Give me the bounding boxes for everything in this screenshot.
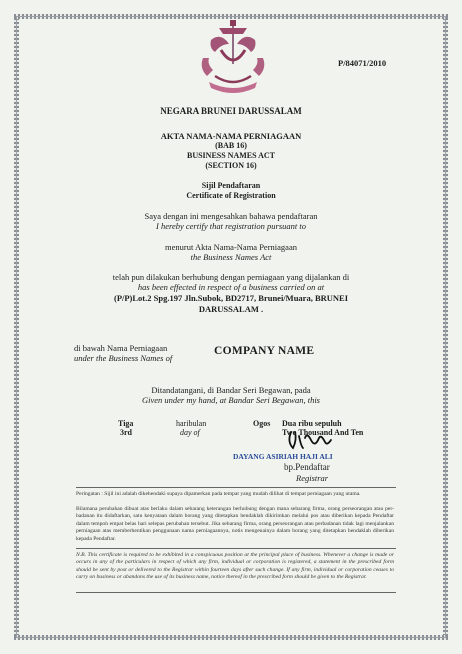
divider-top [76, 487, 396, 488]
act-title-english: BUSINESS NAMES ACT [186, 151, 276, 160]
signed-text-malay: Ditandatangani, di Bandar Seri Begawan, pada [151, 385, 311, 395]
country-name: NEGARA BRUNEI DARUSSALAM [160, 106, 302, 116]
brunei-crest-icon [193, 18, 273, 98]
certificate-title-english: Certificate of Registration [186, 191, 276, 200]
act-chapter: (BAB 16) [215, 141, 247, 150]
signed-text-english: Given under my hand, at Bandar Seri Begawan, this [141, 395, 320, 405]
pursuant-text-malay: menurut Akta Nama-Nama Perniagaan [165, 242, 297, 252]
registrar-label: Registrar [296, 473, 329, 483]
registrar-signature-icon [285, 428, 335, 454]
certificate-title-malay: Sijil Pendaftaran [201, 181, 261, 190]
company-name: COMPANY NAME [214, 345, 315, 357]
under-name-english: under the Business Names of [74, 353, 173, 363]
effected-text-malay: telah pun dilakukan berhubung dengan perniagaan yang dijalankan di [112, 272, 350, 282]
business-address-line2: DARUSSALAM . [198, 304, 264, 314]
divider-bottom [76, 592, 396, 593]
certify-text-malay: Saya dengan ini mengesahkan bahawa pendaftaran [144, 211, 318, 221]
act-title-malay: AKTA NAMA-NAMA PERNIAGAAN [160, 131, 302, 141]
under-name-malay: di bawah Nama Perniagaan [74, 343, 168, 353]
day-malay: Tiga [118, 419, 134, 428]
year-malay: Dua ribu sepuluh [282, 419, 342, 428]
pursuant-text-english: the Business Names Act [190, 252, 272, 262]
month-label: Ogos [253, 419, 271, 428]
haribulan-label: haribulan [176, 419, 207, 428]
effected-text-english: has been effected in respect of a business carried on at [137, 282, 325, 292]
act-section: (SECTION 16) [205, 161, 257, 170]
note-malay-reminder: Peringatan : Sijil ini adalah dikehendaki supaya dipamerkan pada tempat yang mudah dilihat di tempat perniagaan yang utama. [76, 491, 361, 497]
business-address-line1: (P/P)Lot.2 Spg.197 Jln.Subok, BD2717, Brunei/Muara, BRUNEI [113, 293, 349, 303]
day-of-label: day of [180, 428, 200, 437]
bp-pendaftar-label: bp.Pendaftar [284, 462, 330, 472]
year-english: Two Thousand And Ten [282, 428, 364, 437]
registrar-name: DAYANG ASIRIAH HAJI ALI [233, 452, 333, 461]
day-english: 3rd [120, 428, 132, 437]
note-english: N.B. This certificate is required to be exhibited in a conspicuous position at the principal place of business. Whenever a change is made or occurs in any of the particulars in respect of which any firm, individual or corporation is registered, a statement in the prescribed form should be sent by post or delivered to the Registrar within fourteen days after such change. If any firm, individual or corporation ceases to carry on business or abandons the use of its business name, notice thereof in the prescribed form should be given to the Registrar. [76, 552, 394, 581]
registration-number: P/84071/2010 [338, 58, 387, 68]
certify-text-english: I hereby certify that registration pursuant to [156, 221, 306, 231]
divider-middle [76, 548, 396, 549]
note-malay-changes: Bilamana perubahan dibuat atas berlaku dalam sebarang keterangan berhubung dengan mana sebarang firma, orang perseorangan atau per- badanan itu didaftarkan, satu kenyataan dalam borang yang ditetapkan hendaklah dikirimkan melalui pos atau diberikan kepada Pendaftar dalam tempoh empat belas hari selepas perubahan tersebut. Jika sebarang firma, orang perseorangan atau perbadanan tidak lagi menjalankan perniagaan atas memberhentikan penggunaan nama perniagaannya, notis mengenainya dalam borang yang ditetapkan hendaklah diberikan kepada Pendaftar. [76, 506, 394, 542]
